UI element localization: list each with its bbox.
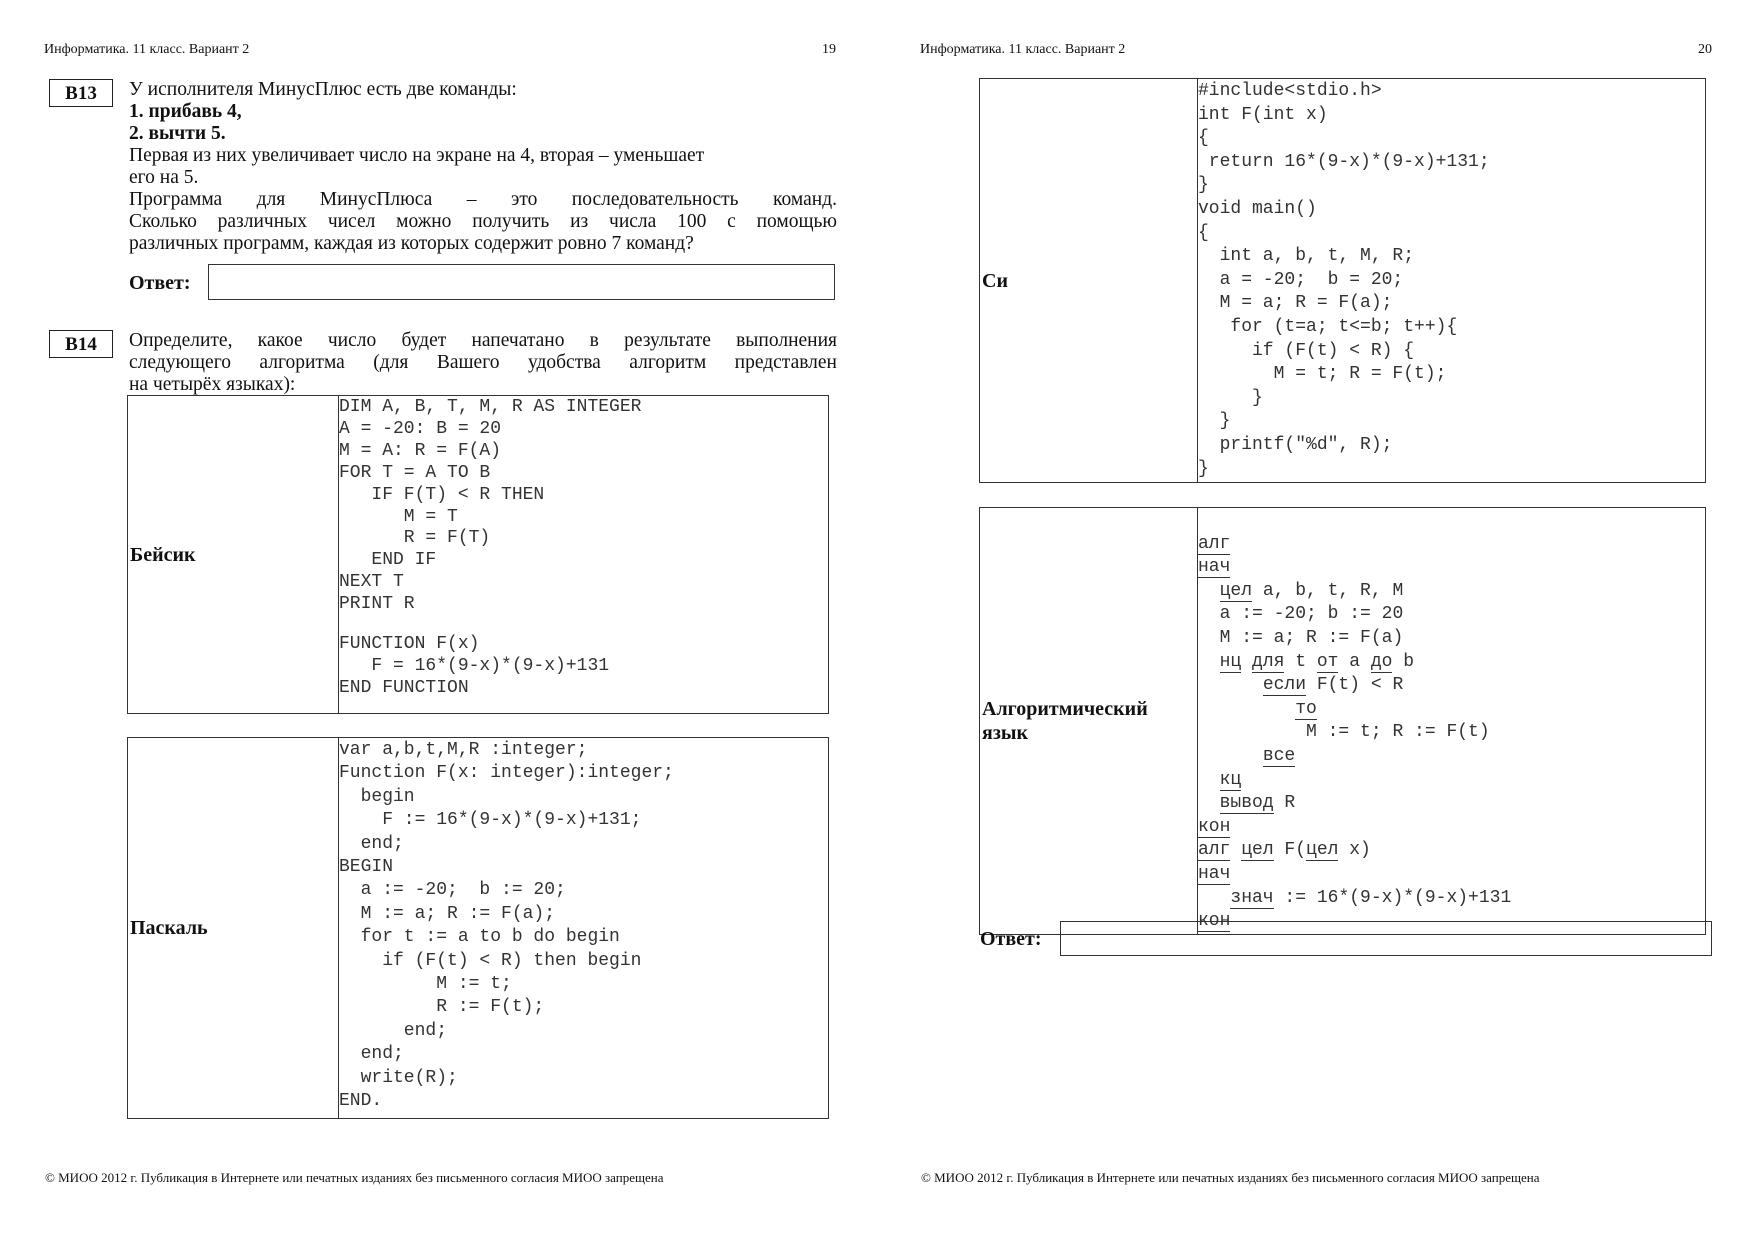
code-line <box>1198 652 1414 673</box>
task-tag-b13: B13 <box>49 79 113 107</box>
code-line: DIM A, B, T, M, R AS INTEGER <box>339 397 642 417</box>
b13-text-line: Первая из них увеличивает число на экране на 4, вторая – уменьшает <box>129 145 705 166</box>
code-line: IF F(T) < R THEN <box>339 484 545 505</box>
code-line: for (t=a; t<=b; t++){ <box>1198 316 1458 337</box>
code-line: write(R); <box>339 1067 458 1088</box>
keyword: для <box>1252 651 1285 672</box>
task-tag-b14: B14 <box>49 330 113 358</box>
code-block-algo <box>1198 508 1706 935</box>
b13-answer-label: Ответ: <box>129 272 191 294</box>
code-line: if (F(t) < R) { <box>1198 340 1415 361</box>
code-text: t <box>1284 651 1317 672</box>
code-line: printf("%d", R); <box>1198 434 1393 455</box>
code-line: end; <box>339 1020 448 1041</box>
keyword: до <box>1370 651 1393 672</box>
language-label-algo-line1: Алгоритмический <box>982 697 1148 720</box>
left-page-header: Информатика. 11 класс. Вариант 2 <box>44 42 250 57</box>
language-label-algo-line2: язык <box>982 721 1028 744</box>
code-text: x) <box>1338 840 1371 861</box>
code-line: M := t; <box>339 974 512 995</box>
b14-answer-label: Ответ: <box>980 928 1042 950</box>
code-line: M := a; R := F(a); <box>339 903 556 924</box>
right-page-header: Информатика. 11 класс. Вариант 2 <box>920 42 1126 57</box>
language-label-c: Си <box>980 79 1198 483</box>
code-line: } <box>1198 387 1263 408</box>
code-line <box>1198 675 1403 696</box>
code-line: } <box>1198 458 1209 479</box>
code-line: var a,b,t,M,R :integer; <box>339 740 588 760</box>
b13-text-line: Сколько различных чисел можно получить из числа 100 с помощью <box>129 211 837 232</box>
keyword: нач <box>1198 863 1231 884</box>
code-text: b <box>1392 651 1415 672</box>
code-line: } <box>1198 175 1209 196</box>
code-line: END. <box>339 1091 383 1112</box>
code-text: M := t; R := F(t) <box>1306 722 1490 743</box>
code-text: := 16*(9-x)*(9-x)+131 <box>1273 887 1512 908</box>
b14-text-line: следующего алгоритма (для Вашего удобства алгоритм представлен <box>129 352 837 373</box>
code-line: #include<stdio.h> <box>1198 81 1382 101</box>
code-lines-pascal <box>339 738 828 1119</box>
keyword: кон <box>1198 911 1231 932</box>
code-table-basic <box>127 395 829 714</box>
code-lines-algo <box>1198 508 1705 934</box>
code-line: FOR T = A TO B <box>339 462 491 483</box>
code-line: M = t; R = F(t); <box>1198 364 1447 385</box>
b13-intro: У исполнителя МинусПлюс есть две команды: <box>129 79 517 100</box>
code-line: END FUNCTION <box>339 677 469 698</box>
keyword: кон <box>1198 816 1231 837</box>
code-line <box>1198 888 1511 909</box>
code-text: a := -20; b := 20 <box>1219 604 1404 625</box>
code-line <box>1198 722 1490 742</box>
code-line: M = a; R = F(a); <box>1198 293 1393 314</box>
code-lines-c <box>1198 79 1705 483</box>
keyword: алг <box>1198 533 1231 554</box>
code-text: F(t) < R <box>1306 675 1404 696</box>
b13-text-line: различных программ, каждая из которых содержит ровно 7 команд? <box>129 233 694 254</box>
code-table-algo <box>979 507 1706 935</box>
code-line: F := 16*(9-x)*(9-x)+131; <box>339 810 642 831</box>
keyword: цел <box>1219 580 1253 601</box>
task-b13-text <box>129 79 837 255</box>
code-line: { <box>1198 222 1209 243</box>
code-table-c <box>979 78 1706 483</box>
code-line: end; <box>339 1044 404 1065</box>
code-line <box>1198 604 1403 624</box>
keyword: нач <box>1198 557 1231 578</box>
code-line <box>339 616 828 634</box>
code-text: a <box>1338 651 1371 672</box>
code-line <box>1198 699 1317 720</box>
code-line: int a, b, t, M, R; <box>1198 246 1415 267</box>
code-line <box>1198 840 1371 861</box>
b13-text-line: его на 5. <box>129 167 199 188</box>
code-text: a, b, t, R, M <box>1252 580 1404 601</box>
code-lines-basic <box>339 396 828 714</box>
code-line: R = F(T) <box>339 528 491 549</box>
code-line: { <box>1198 128 1209 149</box>
code-line <box>1198 534 1230 555</box>
code-line: BEGIN <box>339 857 394 878</box>
keyword: цел <box>1306 840 1339 861</box>
code-line: M = A: R = F(A) <box>339 440 502 461</box>
code-line: F = 16*(9-x)*(9-x)+131 <box>339 655 610 676</box>
code-line: END IF <box>339 550 437 571</box>
keyword: все <box>1262 745 1296 766</box>
left-page-number: 19 <box>822 42 836 57</box>
keyword: нц <box>1219 651 1242 672</box>
b14-text-line: Определите, какое число будет напечатано в результате выполнения <box>129 330 837 351</box>
code-line: } <box>1198 411 1231 432</box>
code-line: void main() <box>1198 198 1317 219</box>
code-line: a := -20; b := 20; <box>339 880 566 901</box>
language-label-algo <box>980 508 1198 935</box>
code-line: M = T <box>339 506 458 527</box>
language-label-pascal: Паскаль <box>128 738 339 1119</box>
b13-text-line: Программа для МинусПлюса – это последовательность команд. <box>129 189 837 210</box>
keyword: алг <box>1198 840 1231 861</box>
keyword: вывод <box>1219 793 1274 814</box>
code-line: FUNCTION F(x) <box>339 634 480 655</box>
code-line: begin <box>339 786 415 807</box>
code-line: R := F(t); <box>339 997 545 1018</box>
code-line <box>1198 770 1241 791</box>
b14-text-line: на четырёх языках): <box>129 374 296 395</box>
code-table-pascal <box>127 737 829 1119</box>
code-line <box>1198 864 1230 885</box>
code-line: A = -20: B = 20 <box>339 418 502 439</box>
keyword: цел <box>1241 840 1274 861</box>
code-line <box>1198 746 1295 767</box>
code-line: return 16*(9-x)*(9-x)+131; <box>1198 151 1490 172</box>
code-line <box>1198 628 1403 648</box>
b13-command-1: 1. прибавь 4, <box>129 101 242 122</box>
code-line: a = -20; b = 20; <box>1198 269 1404 290</box>
b13-answer-input[interactable] <box>208 264 835 300</box>
code-line <box>1198 817 1230 838</box>
right-page-footer: © МИОО 2012 г. Публикация в Интернете или печатных изданиях без письменного согласия МИОО запрещена <box>921 1170 1540 1185</box>
b14-answer-input[interactable] <box>1060 921 1712 956</box>
code-line: for t := a to b do begin <box>339 927 620 948</box>
code-line <box>1198 793 1295 814</box>
keyword: знач <box>1230 887 1274 908</box>
code-line <box>1198 581 1403 602</box>
b13-command-2: 2. вычти 5. <box>129 123 226 144</box>
keyword: от <box>1316 651 1339 672</box>
keyword: если <box>1262 675 1307 696</box>
left-page-footer: © МИОО 2012 г. Публикация в Интернете или печатных изданиях без письменного согласия МИОО запрещена <box>45 1170 664 1185</box>
code-text: F( <box>1273 840 1307 861</box>
keyword: кц <box>1219 769 1242 790</box>
task-b14-text <box>129 330 837 396</box>
code-line: end; <box>339 833 404 854</box>
keyword: то <box>1295 698 1317 719</box>
code-line: Function F(x: integer):integer; <box>339 763 674 784</box>
code-block-c <box>1198 79 1706 483</box>
right-page-number: 20 <box>1698 42 1712 57</box>
code-line: PRINT R <box>339 594 415 615</box>
code-text: M := a; R := F(a) <box>1219 627 1404 648</box>
code-line: if (F(t) < R) then begin <box>339 950 642 971</box>
language-label-basic: Бейсик <box>128 396 339 714</box>
code-text: R <box>1273 793 1296 814</box>
code-line: NEXT T <box>339 572 404 593</box>
code-line: int F(int x) <box>1198 104 1328 125</box>
code-block-basic <box>339 396 829 714</box>
code-line <box>1198 557 1230 578</box>
code-block-pascal <box>339 738 829 1119</box>
